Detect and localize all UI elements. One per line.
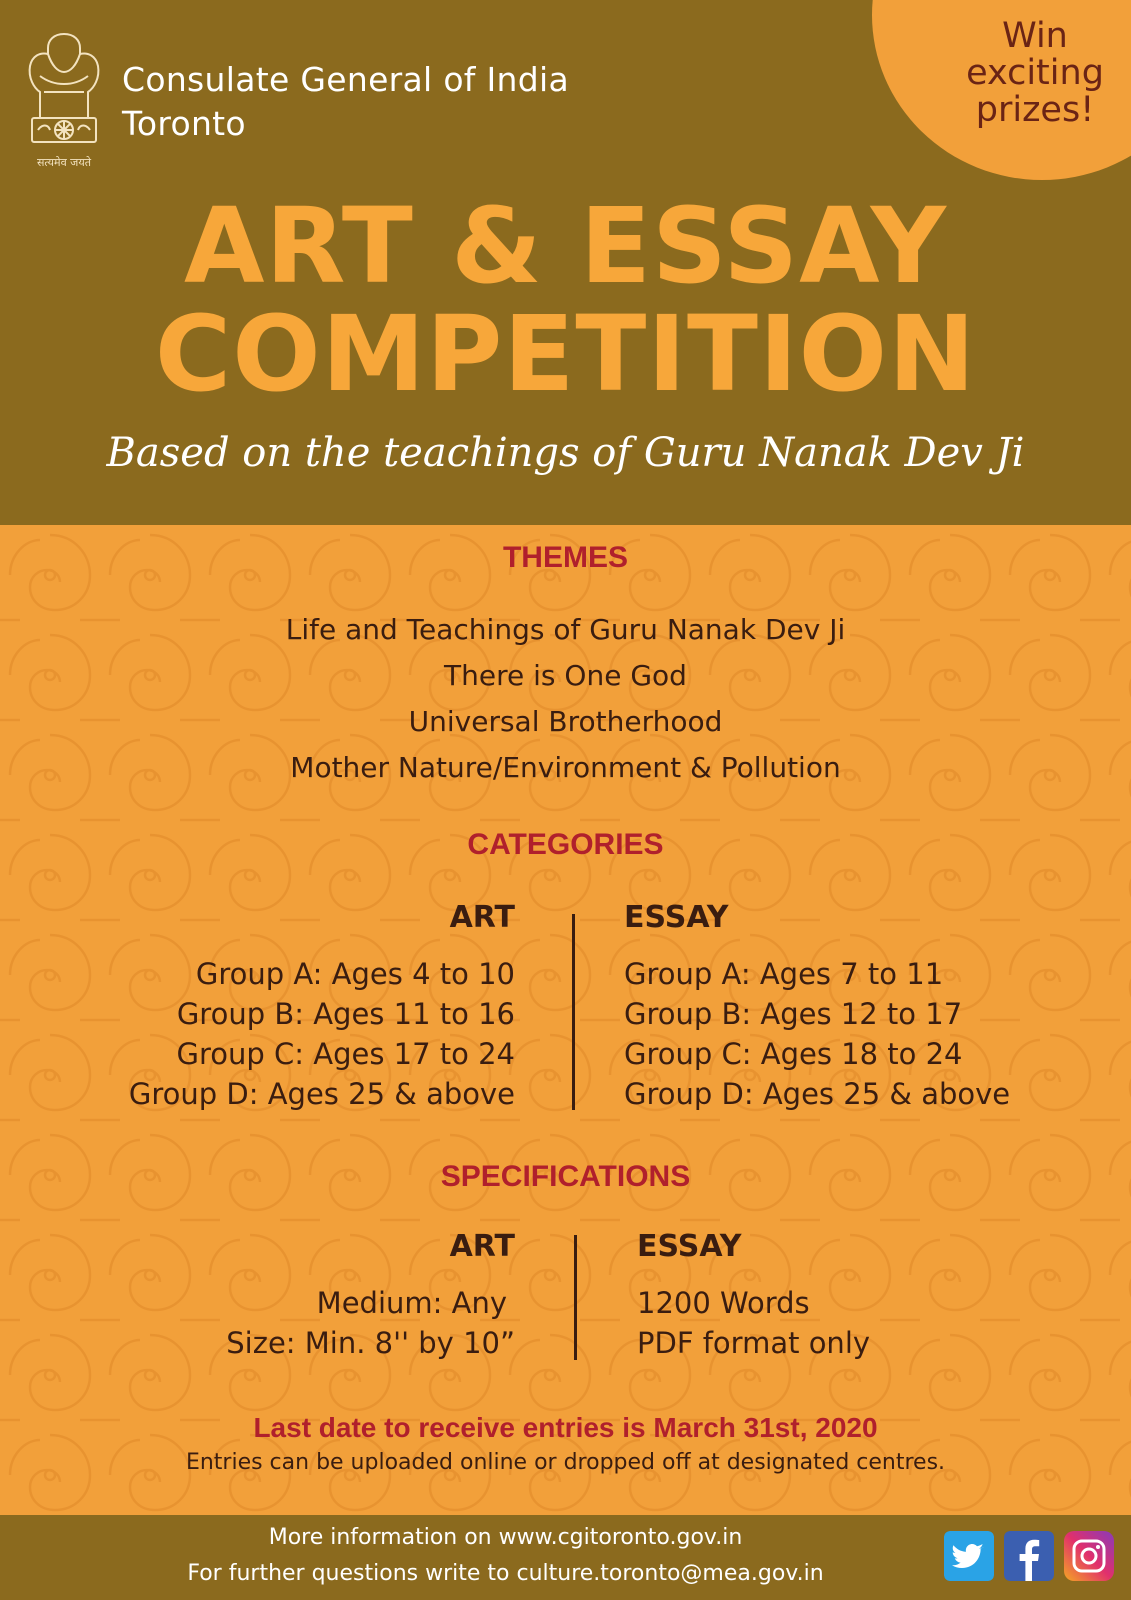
specifications-art-heading: ART (449, 1229, 515, 1264)
deadline-notice: Last date to receive entries is March 31st, 2020 (253, 1412, 878, 1443)
facebook-icon[interactable] (1004, 1531, 1054, 1581)
org-line-2: Toronto (122, 104, 246, 143)
specifications-essay-column (637, 1229, 1037, 1363)
entries-note: Entries can be uploaded online or dropped off at designated centres. (185, 1450, 946, 1475)
theme-item: Universal Brotherhood (408, 705, 723, 738)
art-age-group: Group D: Ages 25 & above (128, 1077, 515, 1111)
prize-line-3: prizes! (975, 90, 1095, 130)
specifications-heading: SPECIFICATIONS (440, 1160, 691, 1193)
essay-spec: 1200 Words (637, 1286, 810, 1320)
theme-item: There is One God (444, 659, 687, 692)
essay-age-group: Group C: Ages 18 to 24 (624, 1037, 963, 1071)
categories-art-heading: ART (449, 900, 515, 935)
specifications-essay-heading: ESSAY (637, 1229, 742, 1264)
twitter-icon[interactable] (944, 1531, 994, 1581)
themes-heading: THEMES (502, 541, 628, 574)
theme-item: Life and Teachings of Guru Nanak Dev Ji (285, 613, 846, 646)
footer-info-line[interactable]: More information on www.cgitoronto.gov.in (268, 1525, 743, 1550)
prize-callout (950, 18, 1120, 129)
emblem-motto: सत्यमेव जयते (36, 156, 92, 169)
title-line-1: ART & ESSAY (184, 185, 947, 307)
subtitle: Based on the teachings of Guru Nanak Dev Ji (106, 430, 1025, 476)
essay-age-group: Group D: Ages 25 & above (624, 1077, 1011, 1111)
essay-age-group: Group B: Ages 12 to 17 (624, 997, 963, 1031)
essay-spec: PDF format only (637, 1326, 871, 1360)
instagram-icon[interactable] (1064, 1531, 1114, 1581)
specifications-divider (574, 1235, 577, 1360)
categories-art-column (100, 900, 515, 1114)
specifications-art-column (160, 1229, 515, 1363)
categories-heading: CATEGORIES (467, 828, 664, 861)
art-spec: Size: Min. 8'' by 10” (226, 1326, 515, 1360)
categories-essay-heading: ESSAY (624, 900, 729, 935)
art-age-group: Group C: Ages 17 to 24 (176, 1037, 515, 1071)
organization-name (122, 58, 569, 146)
footer-band (0, 1515, 1131, 1600)
org-line-1: Consulate General of India (122, 60, 569, 99)
prize-line-1: Win (1002, 16, 1068, 56)
art-spec: Medium: Any (316, 1286, 507, 1320)
categories-essay-column (624, 900, 1064, 1114)
essay-age-group: Group A: Ages 7 to 11 (624, 957, 944, 991)
art-age-group: Group A: Ages 4 to 10 (195, 957, 515, 991)
title-line-2: COMPETITION (154, 293, 977, 415)
footer-contact-line[interactable]: For further questions write to culture.toronto@mea.gov.in (187, 1561, 824, 1586)
prize-line-2: exciting (966, 53, 1104, 93)
page-title (0, 185, 1131, 415)
ashoka-emblem-icon (18, 26, 110, 176)
categories-divider (572, 914, 575, 1110)
theme-item: Mother Nature/Environment & Pollution (290, 751, 841, 784)
art-age-group: Group B: Ages 11 to 16 (176, 997, 515, 1031)
